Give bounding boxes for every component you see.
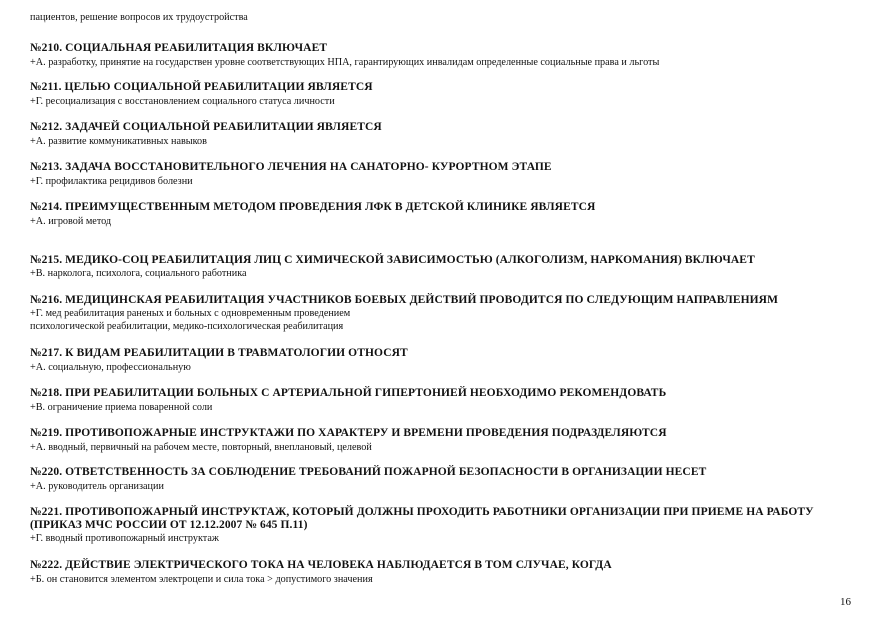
question-220: №220. ОТВЕТСТВЕННОСТЬ ЗА СОБЛЮДЕНИЕ ТРЕБОВАНИЙ ПОЖАРНОЙ БЕЗОПАСНОСТИ В ОРГАНИЗАЦИИ НЕСЕТ [30, 466, 707, 478]
answer-215: +В. нарколога, психолога, социального работника [30, 268, 247, 279]
answer-221: +Г. вводный противопожарный инструктаж [30, 533, 219, 544]
question-219: №219. ПРОТИВОПОЖАРНЫЕ ИНСТРУКТАЖИ ПО ХАРАКТЕРУ И ВРЕМЕНИ ПРОВЕДЕНИЯ ПОДРАЗДЕЛЯЮТСЯ [30, 427, 667, 439]
answer-217: +А. социальную, профессиональную [30, 362, 191, 373]
question-216: №216. МЕДИЦИНСКАЯ РЕАБИЛИТАЦИЯ УЧАСТНИКОВ БОЕВЫХ ДЕЙСТВИЙ ПРОВОДИТСЯ ПО СЛЕДУЮЩИМ НАПРАВЛЕНИЯМ [30, 294, 779, 306]
question-213: №213. ЗАДАЧА ВОССТАНОВИТЕЛЬНОГО ЛЕЧЕНИЯ НА САНАТОРНО- КУРОРТНОМ ЭТАПЕ [30, 161, 552, 173]
answer-216: +Г. мед реабилитация раненых и больных с одновременным проведением [30, 308, 351, 319]
answer-212: +А. развитие коммуникативных навыков [30, 136, 207, 147]
question-211: №211. ЦЕЛЬЮ СОЦИАЛЬНОЙ РЕАБИЛИТАЦИИ ЯВЛЯЕТСЯ [30, 81, 373, 93]
answer-210: +А. разработку, принятие на государствен уровне соответствующих НПА, гарантирующих инвалидам определенные социальные права и льготы [30, 57, 660, 68]
question-221: №221. ПРОТИВОПОЖАРНЫЙ ИНСТРУКТАЖ, КОТОРЫЙ ДОЛЖНЫ ПРОХОДИТЬ РАБОТНИКИ ОРГАНИЗАЦИИ ПРИ ПРИЕМЕ НА РАБОТУ [30, 506, 814, 518]
question-210: №210. СОЦИАЛЬНАЯ РЕАБИЛИТАЦИЯ ВКЛЮЧАЕТ [30, 42, 328, 54]
question-217: №217. К ВИДАМ РЕАБИЛИТАЦИИ В ТРАВМАТОЛОГИИ ОТНОСЯТ [30, 347, 408, 359]
answer-218: +В. ограничение приема поваренной соли [30, 402, 213, 413]
question-214: №214. ПРЕИМУЩЕСТВЕННЫМ МЕТОДОМ ПРОВЕДЕНИЯ ЛФК В ДЕТСКОЙ КЛИНИКЕ ЯВЛЯЕТСЯ [30, 201, 596, 213]
answer-213: +Г. профилактика рецидивов болезни [30, 176, 193, 187]
question-218: №218. ПРИ РЕАБИЛИТАЦИИ БОЛЬНЫХ С АРТЕРИАЛЬНОЙ ГИПЕРТОНИЕЙ НЕОБХОДИМО РЕКОМЕНДОВАТЬ [30, 387, 667, 399]
answer-220: +А. руководитель организации [30, 481, 164, 492]
intro-text: пациентов, решение вопросов их трудоустройства [30, 12, 248, 23]
answer-214: +А. игровой метод [30, 216, 112, 227]
question-222: №222. ДЕЙСТВИЕ ЭЛЕКТРИЧЕСКОГО ТОКА НА ЧЕЛОВЕКА НАБЛЮДАЕТСЯ В ТОМ СЛУЧАЕ, КОГДА [30, 559, 612, 571]
answer-216-cont: психологической реабилитации, медико-психологическая реабилитация [30, 321, 344, 332]
page-number: 16 [840, 596, 851, 608]
answer-222: +Б. он становится элементом электроцепи и сила тока > допустимого значения [30, 574, 373, 585]
question-215: №215. МЕДИКО-СОЦ РЕАБИЛИТАЦИЯ ЛИЦ С ХИМИЧЕСКОЙ ЗАВИСИМОСТЬЮ (АЛКОГОЛИЗМ, НАРКОМАНИЯ) ВКЛЮЧАЕТ [30, 254, 755, 266]
question-221-cont: (ПРИКАЗ МЧС РОССИИ ОТ 12.12.2007 № 645 П.11) [30, 519, 308, 531]
answer-219: +А. вводный, первичный на рабочем месте, повторный, внеплановый, целевой [30, 442, 372, 453]
question-212: №212. ЗАДАЧЕЙ СОЦИАЛЬНОЙ РЕАБИЛИТАЦИИ ЯВЛЯЕТСЯ [30, 121, 382, 133]
answer-211: +Г. ресоциализация с восстановлением социального статуса личности [30, 96, 335, 107]
